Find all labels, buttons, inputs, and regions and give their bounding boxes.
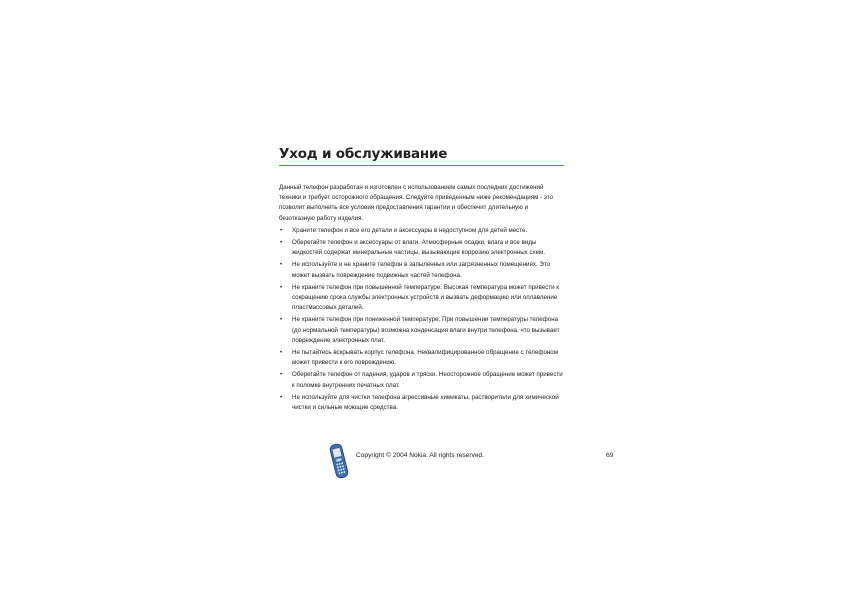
list-item [279, 315, 564, 346]
bullet-icon: • [280, 240, 283, 247]
bullet-icon: • [280, 227, 283, 234]
list-item-text: Не пытайтесь вскрывать корпус телефона. Неквалифицированное обращение с телефоном может привести к его повреждению. [292, 349, 558, 367]
list-item [279, 393, 564, 413]
bullet-icon: • [280, 284, 283, 291]
bullet-icon: • [280, 350, 283, 357]
list-item-text: Оберегайте телефон от падения, ударов и тряски. Неосторожное обращение может привести к поломке внутренних печатных плат. [292, 371, 563, 389]
body-content [279, 183, 564, 415]
care-instructions-list [279, 226, 564, 413]
list-item-text: Оберегайте телефон и аксессуары от влаги. Атмосферные осадки, влага и все виды жидкостей содержат минеральные частицы, вызывающие коррозию электронных схем. [292, 239, 545, 257]
list-item-text: Не используйте для чистки телефона агрессивные химикаты, растворители для химической чистки и сильные моющие средства. [292, 393, 559, 412]
list-item [279, 226, 564, 236]
list-item [279, 260, 564, 280]
intro-paragraph: Данный телефон разработан и изготовлен с использованием самых последних достижений техники и требует осторожного обращения. Следуйте приведенным ниже рекомендациям - это позволит выполнить все условия предоставления гарантии и обеспечит длительную и безотказную работу изделия. [279, 184, 554, 222]
list-item [279, 283, 564, 314]
list-item-text: Не храните телефон при повышенной температуре. Высокая температура может привести к сокращению срока службы электронных устройств и вызвать деформацию или оплавление пластмассовых деталей. [292, 283, 560, 312]
list-item-text: Храните телефон и все его детали и аксессуары в недоступном для детей месте. [292, 226, 528, 234]
page-title: Уход и обслуживание [279, 146, 448, 162]
page-number: 69 [606, 452, 614, 459]
title-divider [279, 165, 564, 166]
list-item [279, 370, 564, 390]
bullet-icon: • [280, 317, 283, 324]
list-item-text: Не храните телефон при пониженной температуре. При повышении температуры телефона (до нормальной температуры) возможна конденсация влаги внутри телефона, что вызывает повреждение электронных плат. [292, 316, 560, 344]
list-item [279, 238, 564, 258]
bullet-icon: • [280, 262, 283, 269]
bullet-icon: • [280, 394, 283, 401]
bullet-icon: • [280, 372, 283, 379]
list-item [279, 348, 564, 368]
mobile-phone-icon [327, 442, 351, 480]
copyright-notice: Copyright © 2004 Nokia. All rights reserved. [356, 452, 485, 459]
list-item-text: Не используйте и не храните телефон в запыленных или загрязненных помещениях. Это может вызвать повреждение подвижных частей телефона. [292, 261, 551, 279]
